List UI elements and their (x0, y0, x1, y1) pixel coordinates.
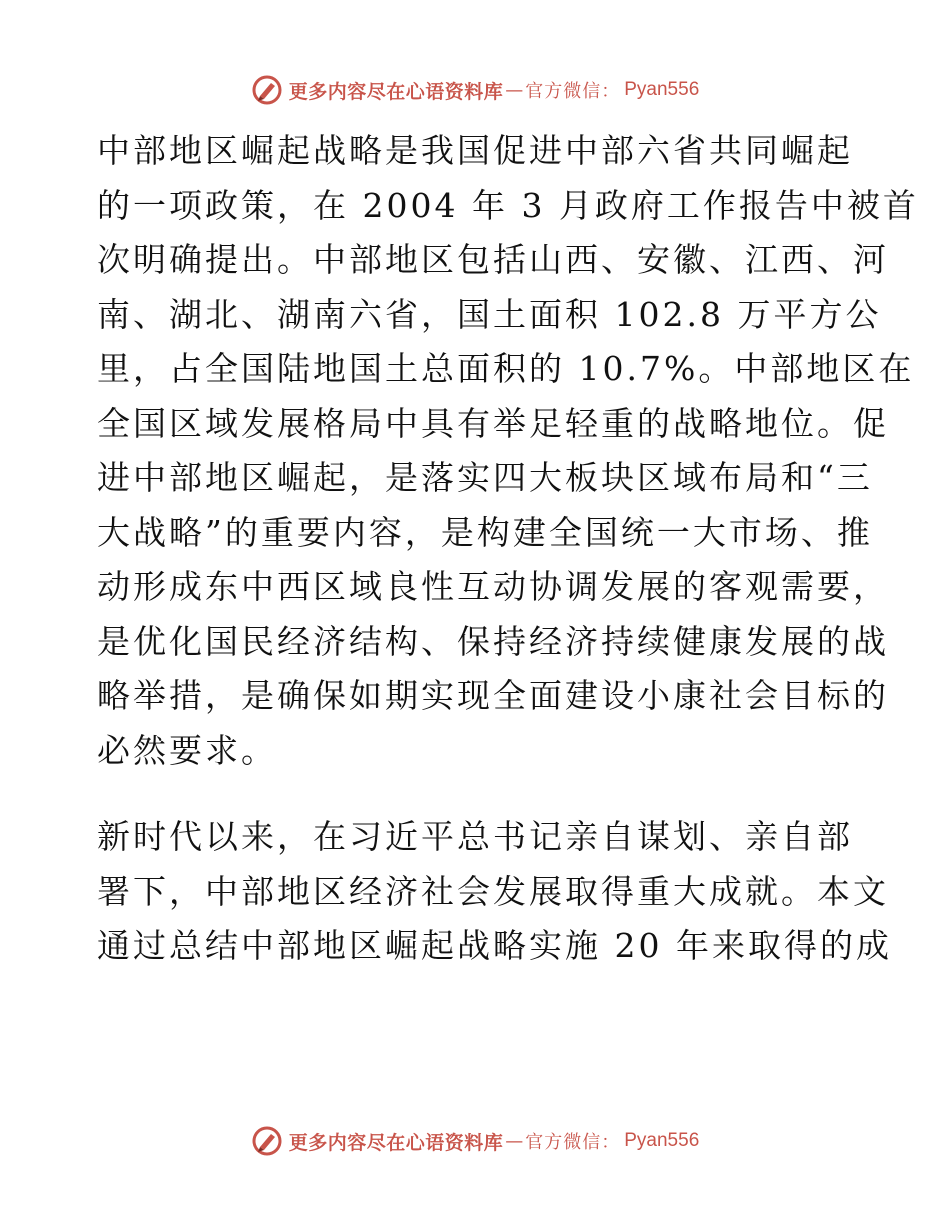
text-line: 略举措，是确保如期实现全面建设小康社会目标的 (97, 676, 889, 715)
paragraph-gap (97, 778, 857, 810)
paragraph-2 (97, 810, 892, 974)
text-line: 进中部地区崛起，是落实四大板块区域布局和“三 (97, 458, 873, 497)
banner-dash: — (505, 79, 524, 101)
text-line: 动形成东中西区域良性互动协调发展的客观需要， (97, 567, 889, 606)
text-line: 署下，中部地区经济社会发展取得重大成就。本文 (97, 871, 889, 911)
pen-logo-icon (251, 74, 283, 106)
text-line: 南、湖北、湖南六省，国土面积 102.8 万平方公 (97, 294, 882, 334)
text-line: 次明确提出。中部地区包括山西、安徽、江西、河 (97, 240, 889, 279)
text-line: 全国区域发展格局中具有举足轻重的战略地位。促 (97, 403, 889, 443)
text-line: 是优化国民经济结构、保持经济持续健康发展的战 (97, 621, 889, 661)
text-line: 里，占全国陆地国土总面积的 10.7%。中部地区在 (97, 349, 915, 388)
text-line: 的一项政策，在 2004 年 3 月政府工作报告中被首 (97, 185, 919, 225)
banner-wechat-id: Pyan556 (624, 1130, 700, 1151)
banner-label: 官方微信： (525, 1132, 621, 1153)
paragraph-1 (97, 124, 919, 778)
banner-dash: — (505, 1130, 524, 1152)
pen-logo-icon (251, 1125, 283, 1157)
banner-label: 官方微信： (525, 81, 621, 102)
header-banner[interactable] (0, 72, 950, 108)
text-line: 通过总结中部地区崛起战略实施 20 年来取得的成 (97, 926, 892, 965)
text-line: 必然要求。 (97, 730, 277, 770)
banner-wechat-id: Pyan556 (624, 79, 700, 100)
text-line: 中部地区崛起战略是我国促进中部六省共同崛起 (97, 131, 853, 170)
footer-banner[interactable] (0, 1123, 950, 1159)
banner-brand: 更多内容尽在心语资料库 (288, 80, 504, 103)
body-text (97, 124, 919, 974)
text-line: 大战略”的重要内容，是构建全国统一大市场、推 (97, 512, 873, 552)
text-line: 新时代以来，在习近平总书记亲自谋划、亲自部 (97, 817, 853, 856)
banner-brand: 更多内容尽在心语资料库 (288, 1131, 504, 1154)
